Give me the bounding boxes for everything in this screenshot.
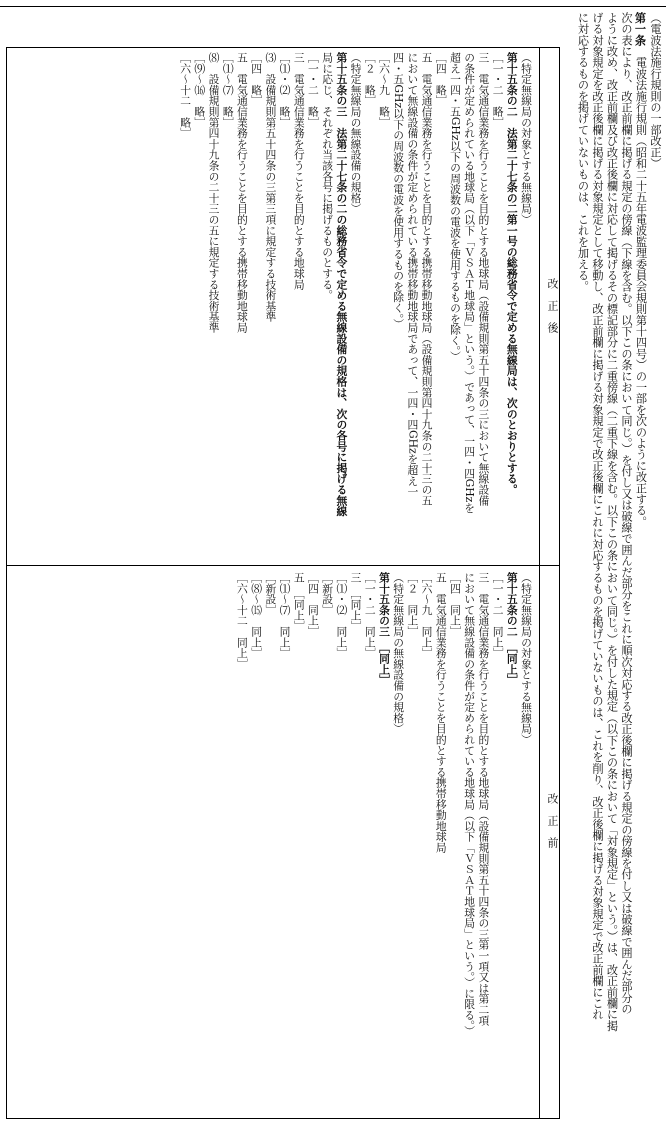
after-line: ［四 略］ [434,52,448,106]
after-line: ［一・二 略］ [491,52,505,128]
before-line: ［新設］ [264,572,278,616]
after-line: 四・五GHz以下の周波数の電波を使用するものを除く。） [392,52,406,330]
after-line: ［⑴～⑺ 略］ [221,52,235,128]
intro-block [566,12,662,1102]
before-line: ［⑻～⒂ 同上］ [250,572,264,659]
intro-title: （電波法施行規則の一部改正） [649,12,662,169]
top-rule [0,6,666,7]
after-line: ［２ 略］ [363,52,377,106]
after-line: ［六～九 略］ [377,52,391,128]
after-line: 局に応じ、それぞれ当該各号に掲げるものとする。 [321,52,335,301]
after-line: ［一・二 略］ [306,52,320,128]
before-column [235,572,533,1112]
before-line: ［六～十二 同上］ [235,572,249,670]
before-line: ［一・二 同上］ [363,572,377,659]
comparison-table [6,47,560,1119]
before-line: において無線設備の条件が定められている地球局（以下「ＶＳＡＴ地球局」という。）に限る。） [463,572,477,1037]
after-line: （特定無線局の無線設備の規格） [349,52,363,214]
before-line: ［⑴・⑵ 同上］ [335,572,349,659]
before-line: 三 電気通信業務を行うことを目的とする地球局（設備規則第五十四条の三第一項又は第二項 [477,572,491,1026]
before-line: （特定無線局の対象とする無線局） [520,572,533,745]
after-line: 三 電気通信業務を行うことを目的とする地球局 [292,52,306,290]
after-line: ⑶ 設備規則第五十四条の三第三項に規定する技術基準 [264,52,278,322]
after-line: 五 電気通信業務を行うことを目的とする携帯移動地球局 [235,52,249,333]
after-line: の条件が定められている地球局（以下「ＶＳＡＴ地球局」という。）であって、一四・四GHzを [463,52,477,514]
after-line: ［四 略］ [250,52,264,106]
after-line: 第十五条の二 法第二十七条の二第一号の総務省令で定める無線局は、次のとおりとする。 [505,52,519,495]
before-line: ［２ 同上］ [406,572,420,637]
before-line: （特定無線局の無線設備の規格） [392,572,406,734]
before-line: ［新設］ [321,572,335,616]
after-line: ［六～十二 略］ [179,52,193,139]
intro-line-4: に対応するものを掲げていないものは、これを加える。 [576,12,590,292]
column-divider [7,565,559,566]
after-line: において無線設備の条件が定められている携帯移動地球局であって、一四・四GHzを超え一 [406,52,420,497]
after-column [178,52,533,562]
intro-line-0: 電波法施行規則（昭和二十五年電波監理委員会規則第十四号）の一部を次のように改正する。 [634,56,648,528]
before-line: ［四 同上］ [448,572,462,637]
before-line: ［⑴～⑺ 同上］ [278,572,292,659]
after-line: 超え一四・五GHz以下の周波数の電波を使用するものを除く。） [448,52,462,362]
intro-first-line [633,12,648,1102]
header-after: 改 正 後 [546,278,559,333]
intro-line-2: ように改め、改正前欄及び改正後欄に対応して掲げるその標記部分に二重傍線（二重下線を含む。以下この条において同じ。）を付した規定（以下この条において「対象規定」という。）は、改正前欄に掲 [605,12,619,1032]
before-line: ［一・二 同上］ [491,572,505,659]
before-line: 五 ［同上］ [292,572,306,632]
header-divider [539,48,540,1118]
after-line: ［⑼～⒃ 略］ [193,52,207,128]
before-line: 第十五条の三 ［同上］ [377,572,391,686]
after-line: 三 電気通信業務を行うことを目的とする地球局（設備規則第五十四条の三において無線設備 [477,52,491,506]
intro-line-1: 次の表により、改正前欄に掲げる規定の傍線（下線を含む。以下この条において同じ。）を付し又は破線で囲んだ部分をこれに順次対応する改正後欄に掲げる規定の傍線を付し又は破線で囲んだ部分の [620,12,633,1015]
after-line: ⑻ 設備規則第四十九条の二十三の五に規定する技術基準 [207,52,221,333]
before-line: ［六～九 同上］ [420,572,434,659]
header-before: 改 正 前 [546,793,559,848]
before-line: 三 ［同上］ [349,572,363,632]
after-line: （特定無線局の対象とする無線局） [520,52,533,225]
after-line: 五 電気通信業務を行うことを目的とする携帯移動地球局（設備規則第四十九条の二十三の五 [420,52,434,506]
intro-line-3: げる対象規定を改正後欄に掲げる対象規定として移動し、改正前欄に掲げる対象規定で改正後欄にこれに対応するものを掲げていないものは、これを削り、改正後欄に掲げる対象規定で改正前欄にこれ [591,12,604,1020]
article-label: 第一条 [633,12,648,46]
before-line: 第十五条の二 ［同上］ [505,572,519,686]
before-line: ［四 同上］ [306,572,320,637]
before-line: 五 電気通信業務を行うことを目的とする携帯移動地球局 [434,572,448,853]
after-line: 第十五条の三 法第二十七条の二の総務省令で定める無線設備の規格は、次の各号に掲げる無線 [335,52,349,517]
after-line: ［⑴・⑵ 略］ [278,52,292,128]
